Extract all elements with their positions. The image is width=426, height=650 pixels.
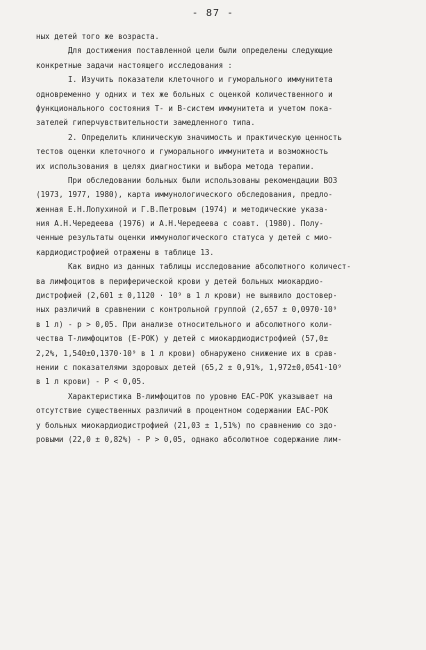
text-line: Характеристика В-лимфоцитов по уровню ЕАС-РОК указывает на xyxy=(36,391,333,401)
text-line: ных детей того же возраста. xyxy=(36,32,160,41)
text-line: функционального состояния Т- и В-систем иммунитета и учетом пока- xyxy=(36,103,333,113)
text-line: ченные результаты оценки иммунологического статуса у детей с мио- xyxy=(36,233,333,243)
text-line: кардиодистрофией отражены в таблице 13. xyxy=(36,247,215,257)
text-line: Как видно из данных таблицы исследование абсолютного количест- xyxy=(36,262,352,272)
text-line: одновременно у одних и тех же больных с оценкой количественного и xyxy=(36,89,333,99)
text-line: При обследовании больных были использованы рекомендации ВОЗ xyxy=(36,175,338,185)
text-line: ния А.Н.Чередеева (1976) и А.Н.Чередеева с соавт. (1980). Полу- xyxy=(36,219,324,229)
text-line: ных различий в сравнении с контрольной группой (2,657 ± 0,0970·10⁹ xyxy=(36,305,338,315)
text-line: у больных миокардиодистрофией (21,03 ± 1,51%) по сравнению со здо- xyxy=(36,420,338,430)
text-line: тестов оценки клеточного и гуморального иммунитета и возможность xyxy=(36,147,329,157)
text-line: ва лимфоцитов в периферической крови у детей больных миокардио- xyxy=(36,276,324,286)
document-body xyxy=(36,30,406,447)
text-line: женная Е.Н.Лопухиной и Г.В.Петровым (1974) и методические указа- xyxy=(36,204,329,214)
text-line: их использования в целях диагностики и выбора метода терапии. xyxy=(36,161,315,171)
text-line: дистрофией (2,601 ± 0,1120 · 10⁹ в 1 л крови) не выявило достовер- xyxy=(36,291,338,301)
text-line: I. Изучить показатели клеточного и гуморального иммунитета xyxy=(36,75,333,85)
text-line: 2. Определить клиническую значимость и практическую ценность xyxy=(36,132,342,142)
text-line: ровыми (22,0 ± 0,82%) - P > 0,05, однако абсолютное содержание лим- xyxy=(36,434,342,444)
text-line: 2,2%, 1,540±0,1370·10⁹ в 1 л крови) обнаружено снижение их в срав- xyxy=(36,348,338,358)
text-line: зателей гиперчувствительности замедленного типа. xyxy=(36,118,256,128)
text-line: Для достижения поставленной цели были определены следующие xyxy=(36,46,333,56)
text-line: нении с показателями здоровых детей (65,2 ± 0,91%, 1,972±0,0541·10⁹ xyxy=(36,362,342,372)
text-line: в 1 л крови) - Р < 0,05. xyxy=(36,377,146,387)
text-line: отсутствие существенных различий в процентном содержании ЕАС-РОК xyxy=(36,406,329,416)
text-line: в 1 л) - p > 0,05. При анализе относительного и абсолютного коли- xyxy=(36,319,333,329)
text-line: (1973, 1977, 1980), карта иммунологического обследования, предло- xyxy=(36,190,333,200)
text-line: конкретные задачи настоящего исследования : xyxy=(36,60,233,70)
page-number: - 87 - xyxy=(191,8,235,19)
text-line: чества Т-лимфоцитов (Е-РОК) у детей с миокардиодистрофией (57,0± xyxy=(36,334,329,344)
